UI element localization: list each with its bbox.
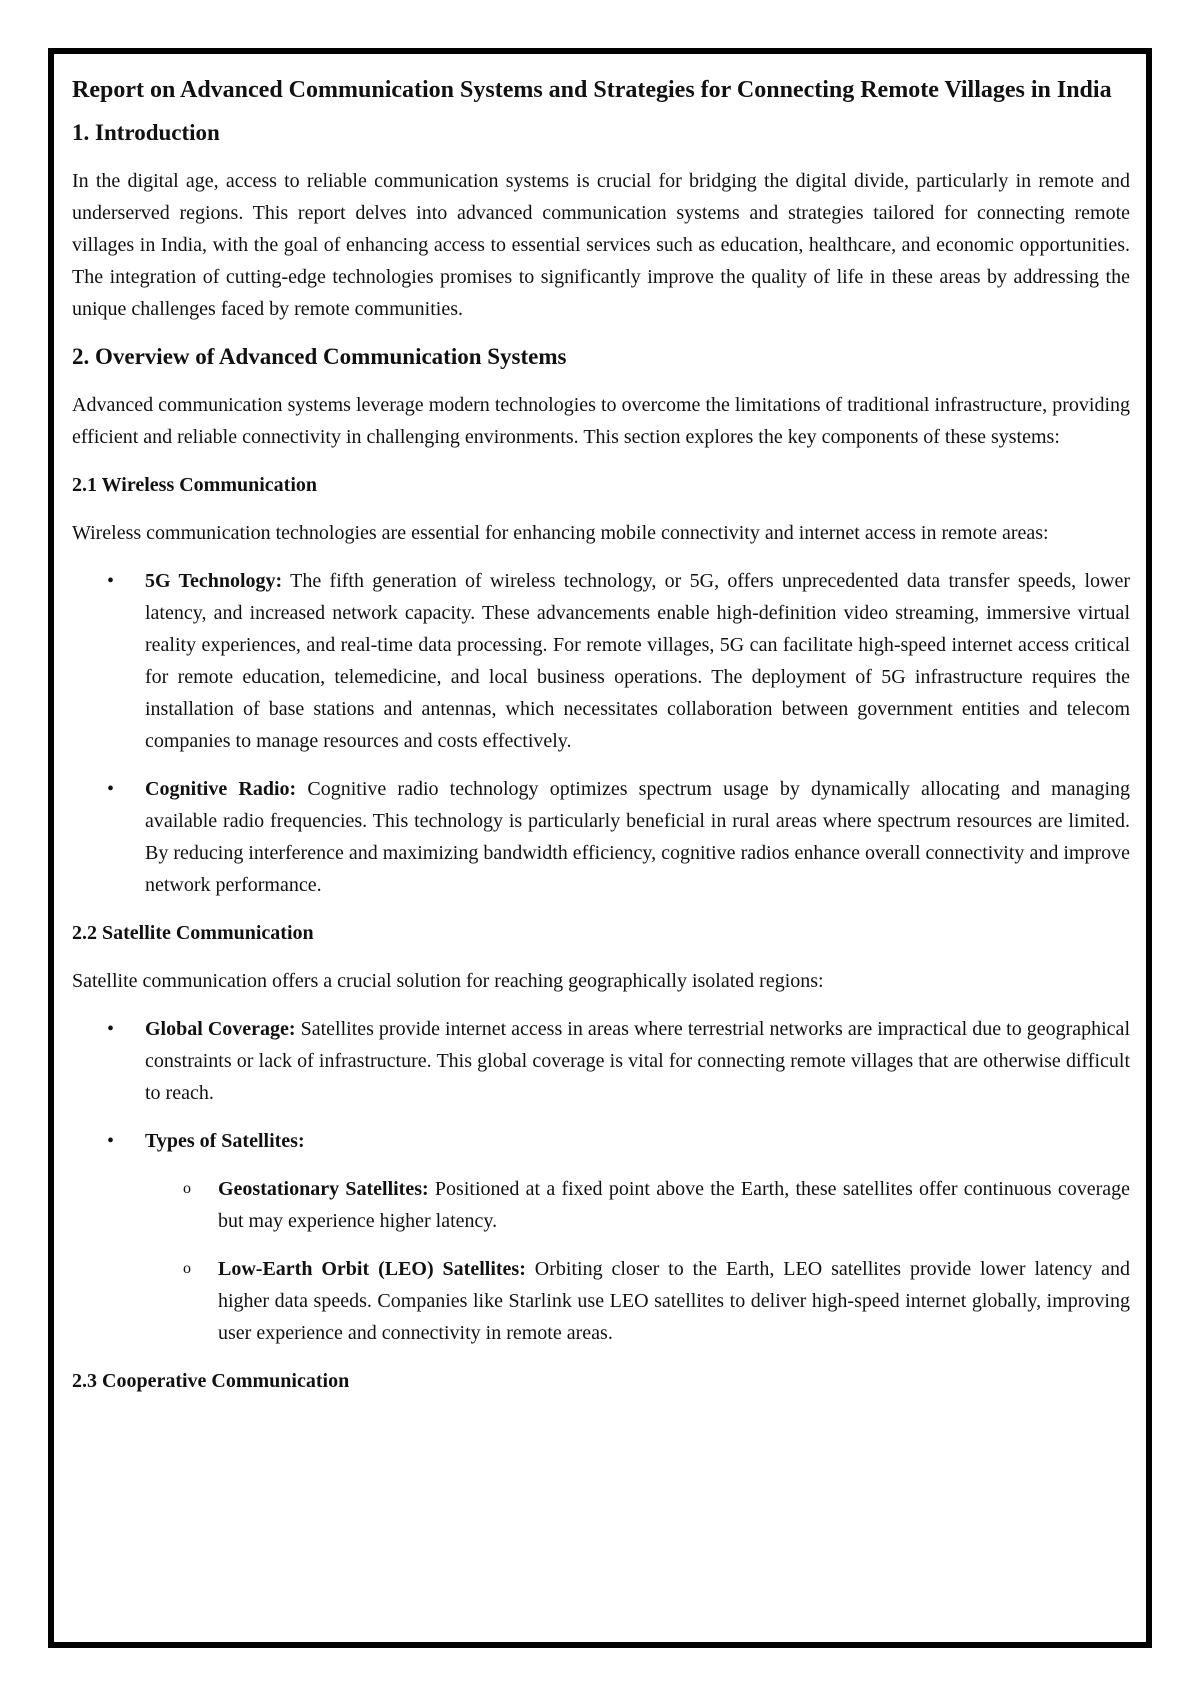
bullet-icon: • <box>107 1130 115 1152</box>
sub-bullet-geostationary <box>145 1173 1130 1237</box>
paragraph-satellite: Satellite communication offers a crucial solution for reaching geographically isolated regions: <box>72 970 824 992</box>
bullet-text: Cognitive radio technology optimizes spectrum usage by dynamically allocating and managing available radio frequencies. This technology is particularly beneficial in rural areas where spectrum resources are limited. By reducing interference and maximizing bandwidth efficiency, cognitive radios enhance overall connectivity and improve network performance. <box>145 778 1131 896</box>
sub-bullet-term: Geostationary Satellites: <box>218 1178 429 1200</box>
report-title: Report on Advanced Communication Systems and Strategies for Connecting Remote Villages in India <box>72 77 1112 103</box>
paragraph-introduction: In the digital age, access to reliable communication systems is crucial for bridging the digital divide, particularly in remote and underserved regions. This report delves into advanced communication systems and strategies tailored for connecting remote villages in India, with the goal of enhancing access to essential services such as education, healthcare, and economic opportunities. The integration of cutting-edge technologies promises to significantly improve the quality of life in these areas by addressing the unique challenges faced by remote communities. <box>72 170 1130 320</box>
bullet-types-of-satellites <box>72 1125 1130 1349</box>
bullet-cognitive-radio <box>72 773 1130 901</box>
bullet-icon: • <box>107 778 115 800</box>
sub-bullet-leo <box>145 1253 1130 1349</box>
bullet-term: Types of Satellites: <box>145 1130 305 1152</box>
bullet-term: Global Coverage: <box>145 1018 296 1040</box>
satellite-bullet-list <box>72 1013 1130 1349</box>
bullet-icon: • <box>107 570 115 592</box>
sub-bullet-text: Orbiting closer to the Earth, LEO satellites provide lower latency and higher data speeds. Companies like Starlink use LEO satellites to deliver high-speed internet globally, improving user experience and connectivity in remote areas. <box>218 1258 1131 1344</box>
heading-wireless: 2.1 Wireless Communication <box>72 474 318 496</box>
bullet-text: The fifth generation of wireless technology, or 5G, offers unprecedented data transfer speeds, lower latency, and increased network capacity. These advancements enable high-definition video streaming, immersive virtual reality experiences, and real-time data processing. For remote villages, 5G can facilitate high-speed internet access critical for remote education, telemedicine, and local business operations. The deployment of 5G infrastructure requires the installation of base stations and antennas, which necessitates collaboration between government entities and telecom companies to manage resources and costs effectively. <box>145 570 1130 752</box>
bullet-icon: • <box>107 1018 115 1040</box>
heading-introduction: 1. Introduction <box>72 120 220 145</box>
paragraph-wireless: Wireless communication technologies are essential for enhancing mobile connectivity and internet access in remote areas: <box>72 522 1049 544</box>
heading-overview: 2. Overview of Advanced Communication Systems <box>72 344 567 369</box>
heading-satellite: 2.2 Satellite Communication <box>72 922 314 944</box>
sub-bullet-term: Low-Earth Orbit (LEO) Satellites: <box>218 1258 526 1280</box>
satellite-types-list <box>145 1173 1130 1349</box>
bullet-term: 5G Technology: <box>145 570 283 592</box>
bullet-text: Satellites provide internet access in areas where terrestrial networks are impractical due to geographical constraints or lack of infrastructure. This global coverage is vital for connecting remote villages that are otherwise difficult to reach. <box>145 1018 1130 1104</box>
sub-bullet-icon: o <box>183 1180 191 1197</box>
document-body <box>72 72 1130 1413</box>
bullet-term: Cognitive Radio: <box>145 778 297 800</box>
wireless-bullet-list <box>72 565 1130 901</box>
heading-cooperative: 2.3 Cooperative Communication <box>72 1370 350 1392</box>
bullet-5g <box>72 565 1130 757</box>
bullet-global-coverage <box>72 1013 1130 1109</box>
sub-bullet-text: Positioned at a fixed point above the Earth, these satellites offer continuous coverage but may experience higher latency. <box>218 1178 1131 1232</box>
paragraph-overview: Advanced communication systems leverage modern technologies to overcome the limitations of traditional infrastructure, providing efficient and reliable connectivity in challenging environments. This section explores the key components of these systems: <box>72 394 1130 448</box>
sub-bullet-icon: o <box>183 1260 191 1277</box>
